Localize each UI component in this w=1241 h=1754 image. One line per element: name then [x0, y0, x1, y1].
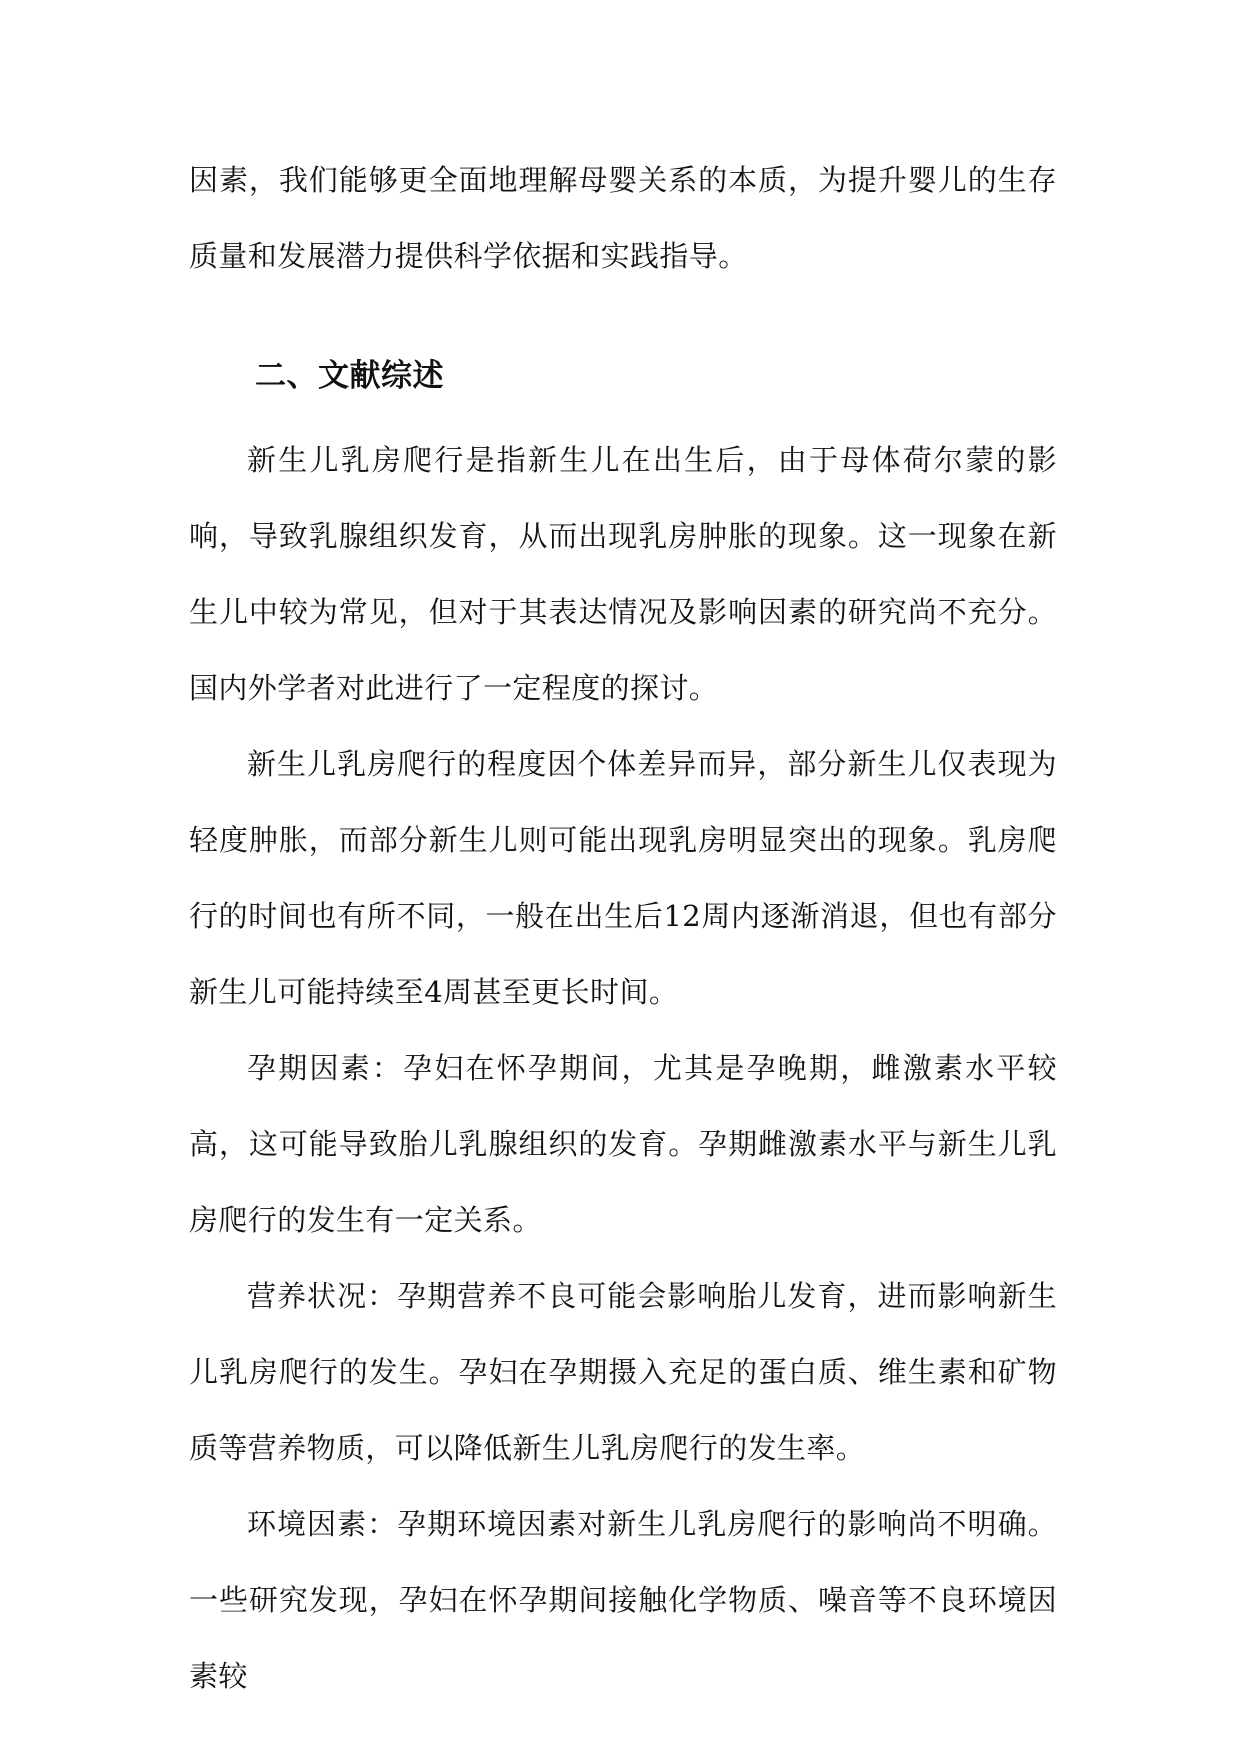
body-paragraph: 环境因素：孕期环境因素对新生儿乳房爬行的影响尚不明确。一些研究发现，孕妇在怀孕期间接触化学物质、噪音等不良环境因素较 — [189, 1507, 1057, 1693]
body-paragraph: 新生儿乳房爬行的程度因个体差异而异，部分新生儿仅表现为轻度肿胀，而部分新生儿则可能出现乳房明显突出的现象。乳房爬行的时间也有所不同，一般在出生后12周内逐渐消退，但也有部分新生儿可能持续至4周甚至更长时间。 — [189, 747, 1057, 1009]
body-paragraph: 孕期因素：孕妇在怀孕期间，尤其是孕晚期，雌激素水平较高，这可能导致胎儿乳腺组织的发育。孕期雌激素水平与新生儿乳房爬行的发生有一定关系。 — [189, 1051, 1057, 1237]
body-paragraph: 新生儿乳房爬行是指新生儿在出生后，由于母体荷尔蒙的影响，导致乳腺组织发育，从而出现乳房肿胀的现象。这一现象在新生儿中较为常见，但对于其表达情况及影响因素的研究尚不充分。国内外学者对此进行了一定程度的探讨。 — [189, 443, 1057, 705]
document-body — [189, 142, 1057, 1714]
section-heading: 二、文献综述 — [255, 358, 444, 394]
body-paragraph: 营养状况：孕期营养不良可能会影响胎儿发育，进而影响新生儿乳房爬行的发生。孕妇在孕期摄入充足的蛋白质、维生素和矿物质等营养物质，可以降低新生儿乳房爬行的发生率。 — [189, 1279, 1057, 1465]
intro-continuation-paragraph: 因素，我们能够更全面地理解母婴关系的本质，为提升婴儿的生存质量和发展潜力提供科学依据和实践指导。 — [189, 163, 1057, 273]
